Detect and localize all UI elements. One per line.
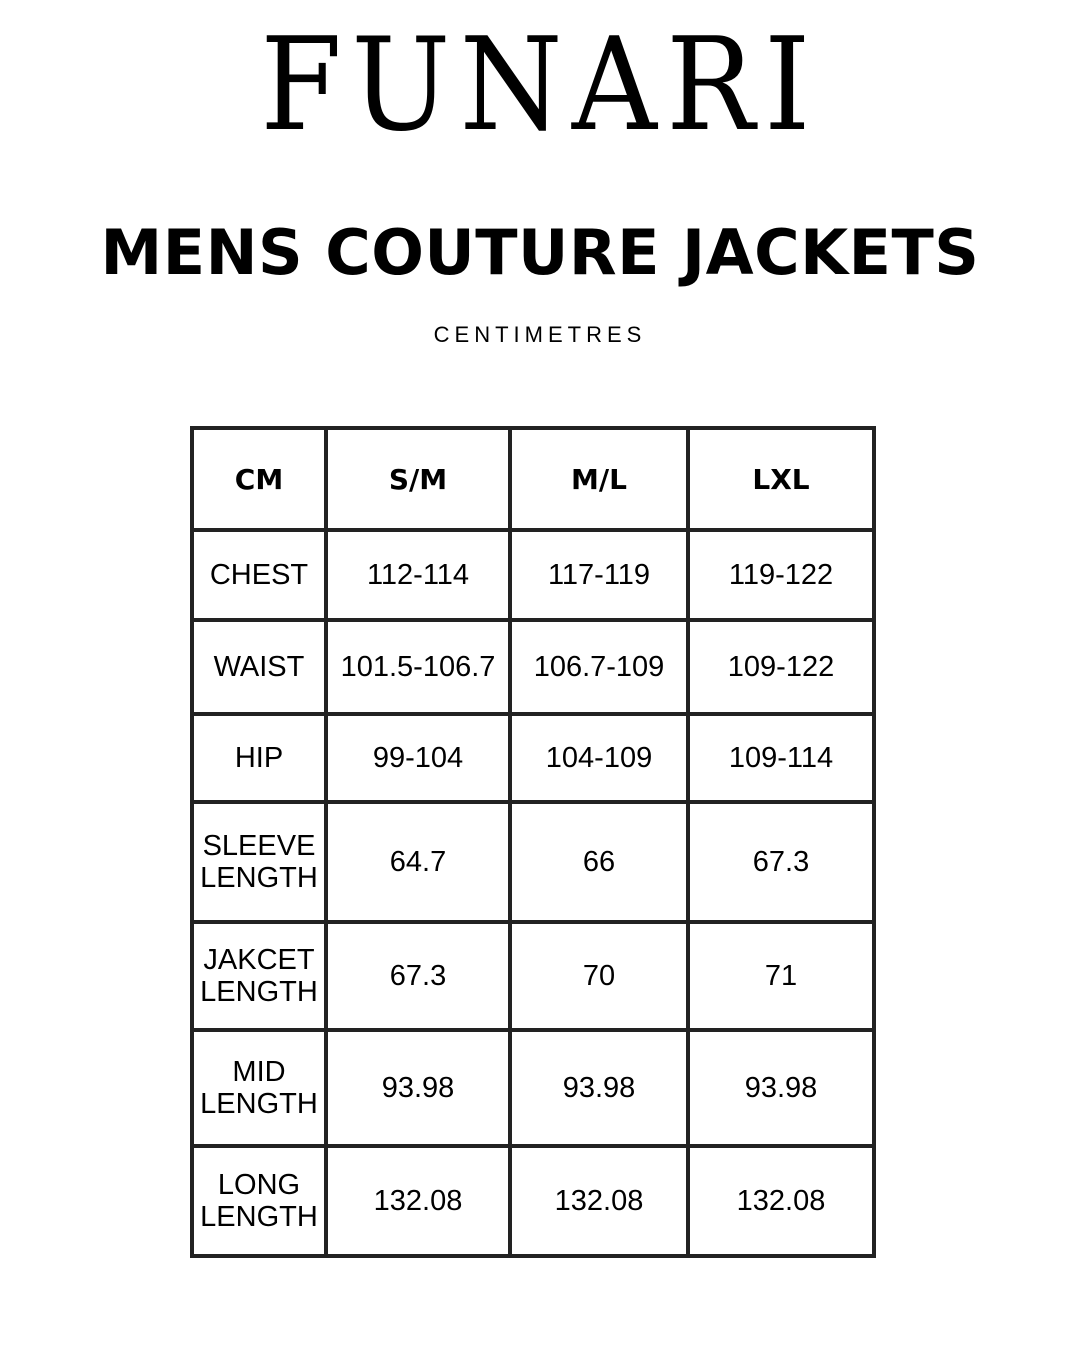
table-row [192,922,874,1030]
table-cell: 117-119 [510,530,688,620]
row-label: LONG LENGTH [192,1146,326,1256]
table-cell: 109-122 [688,620,874,714]
table-row [192,530,874,620]
table-row [192,802,874,922]
row-label: SLEEVE LENGTH [192,802,326,922]
table-cell: 67.3 [688,802,874,922]
table-cell: 71 [688,922,874,1030]
row-label: HIP [192,714,326,802]
row-label: JAKCET LENGTH [192,922,326,1030]
table-cell: 67.3 [326,922,510,1030]
header-cell-size-ml: M/L [510,428,688,530]
table-cell: 109-114 [688,714,874,802]
size-chart-table [190,426,876,1258]
unit-subtitle: CENTIMETRES [433,322,647,347]
table-cell: 99-104 [326,714,510,802]
header-cell-size-lxl: LXL [688,428,874,530]
table-row [192,1146,874,1256]
row-label: WAIST [192,620,326,714]
table-cell: 101.5-106.7 [326,620,510,714]
table-row [192,714,874,802]
table-cell: 132.08 [688,1146,874,1256]
table-cell: 119-122 [688,530,874,620]
header-cell-unit: CM [192,428,326,530]
table-cell: 93.98 [688,1030,874,1146]
table-cell: 64.7 [326,802,510,922]
table-row [192,1030,874,1146]
table-cell: 70 [510,922,688,1030]
page-title: MENS COUTURE JACKETS [100,216,980,289]
row-label: MID LENGTH [192,1030,326,1146]
table-cell: 93.98 [510,1030,688,1146]
header-cell-size-sm: S/M [326,428,510,530]
table-row [192,620,874,714]
table-cell: 104-109 [510,714,688,802]
table-cell: 132.08 [510,1146,688,1256]
table-cell: 66 [510,802,688,922]
table-header-row [192,428,874,530]
row-label: CHEST [192,530,326,620]
table-cell: 112-114 [326,530,510,620]
brand-logo: FUNARI [260,11,820,160]
table-cell: 106.7-109 [510,620,688,714]
table-cell: 132.08 [326,1146,510,1256]
table-cell: 93.98 [326,1030,510,1146]
